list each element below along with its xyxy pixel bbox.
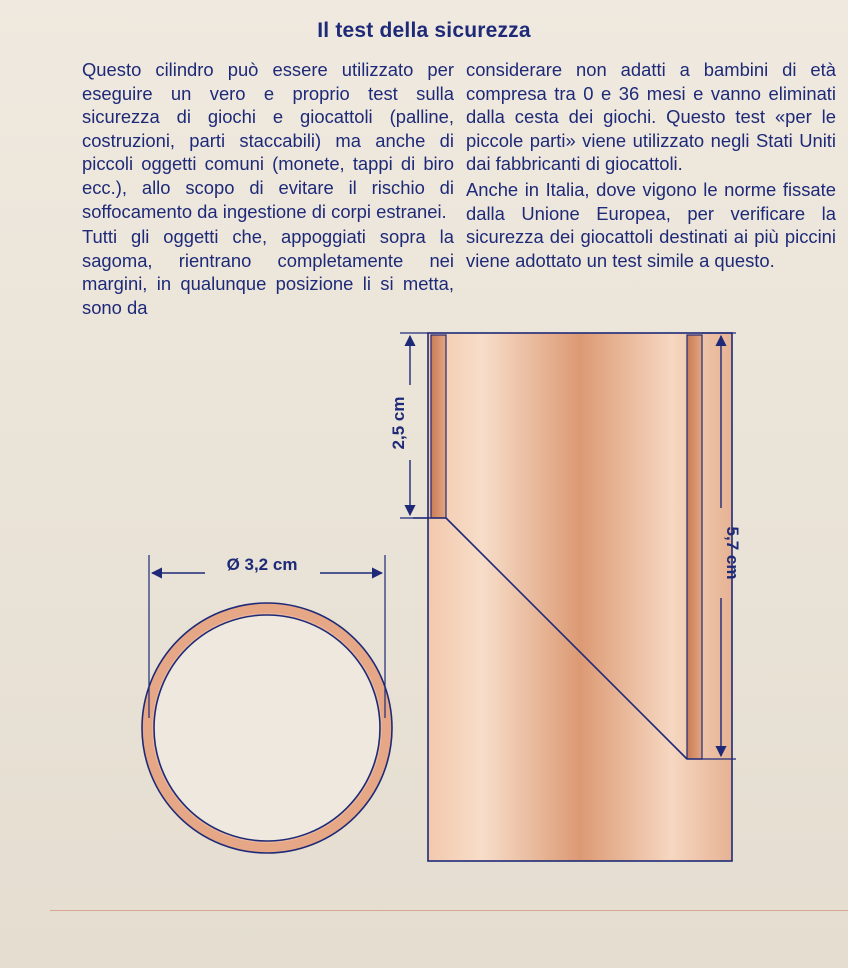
cylinder-body: [413, 333, 732, 861]
ring-cross-section: [142, 603, 392, 853]
short-height-label: 2,5 cm: [389, 396, 408, 450]
tall-height-label: 5,7 cm: [723, 526, 742, 580]
paragraph: considerare non adatti a bambini di età compresa tra 0 e 36 mesi e vanno eliminati dalla cesta dei giochi. Questo test «per le piccole parti» viene utilizzato negli Stati Uniti dai fabbricanti di giocattoli.: [466, 59, 836, 175]
diameter-label: Ø 3,2 cm: [226, 555, 298, 574]
page-title: Il test della sicurezza: [317, 19, 531, 42]
paragraph: Anche in Italia, dove vigono le norme fissate dalla Unione Europea, per verificare la sicurezza dei giocattoli destinati ai più piccini viene adottato un test simile a questo.: [466, 178, 836, 271]
paragraph: Tutti gli oggetti che, appoggiati sopra la sagoma, rientrano completamente nei margini, in qualunque posizione li si metta, sono da: [82, 226, 454, 318]
footer-divider: [50, 910, 848, 911]
paragraph: Questo cilindro può essere utilizzato per eseguire un vero e proprio test sulla sicurezza di giochi e giocattoli (palline, costruzioni, parti staccabili) ma anche di piccoli oggetti comuni (monete, tappi di biro ecc.), allo scopo di evitare il rischio di soffocamento da ingestione di corpi estranei.: [82, 59, 454, 222]
